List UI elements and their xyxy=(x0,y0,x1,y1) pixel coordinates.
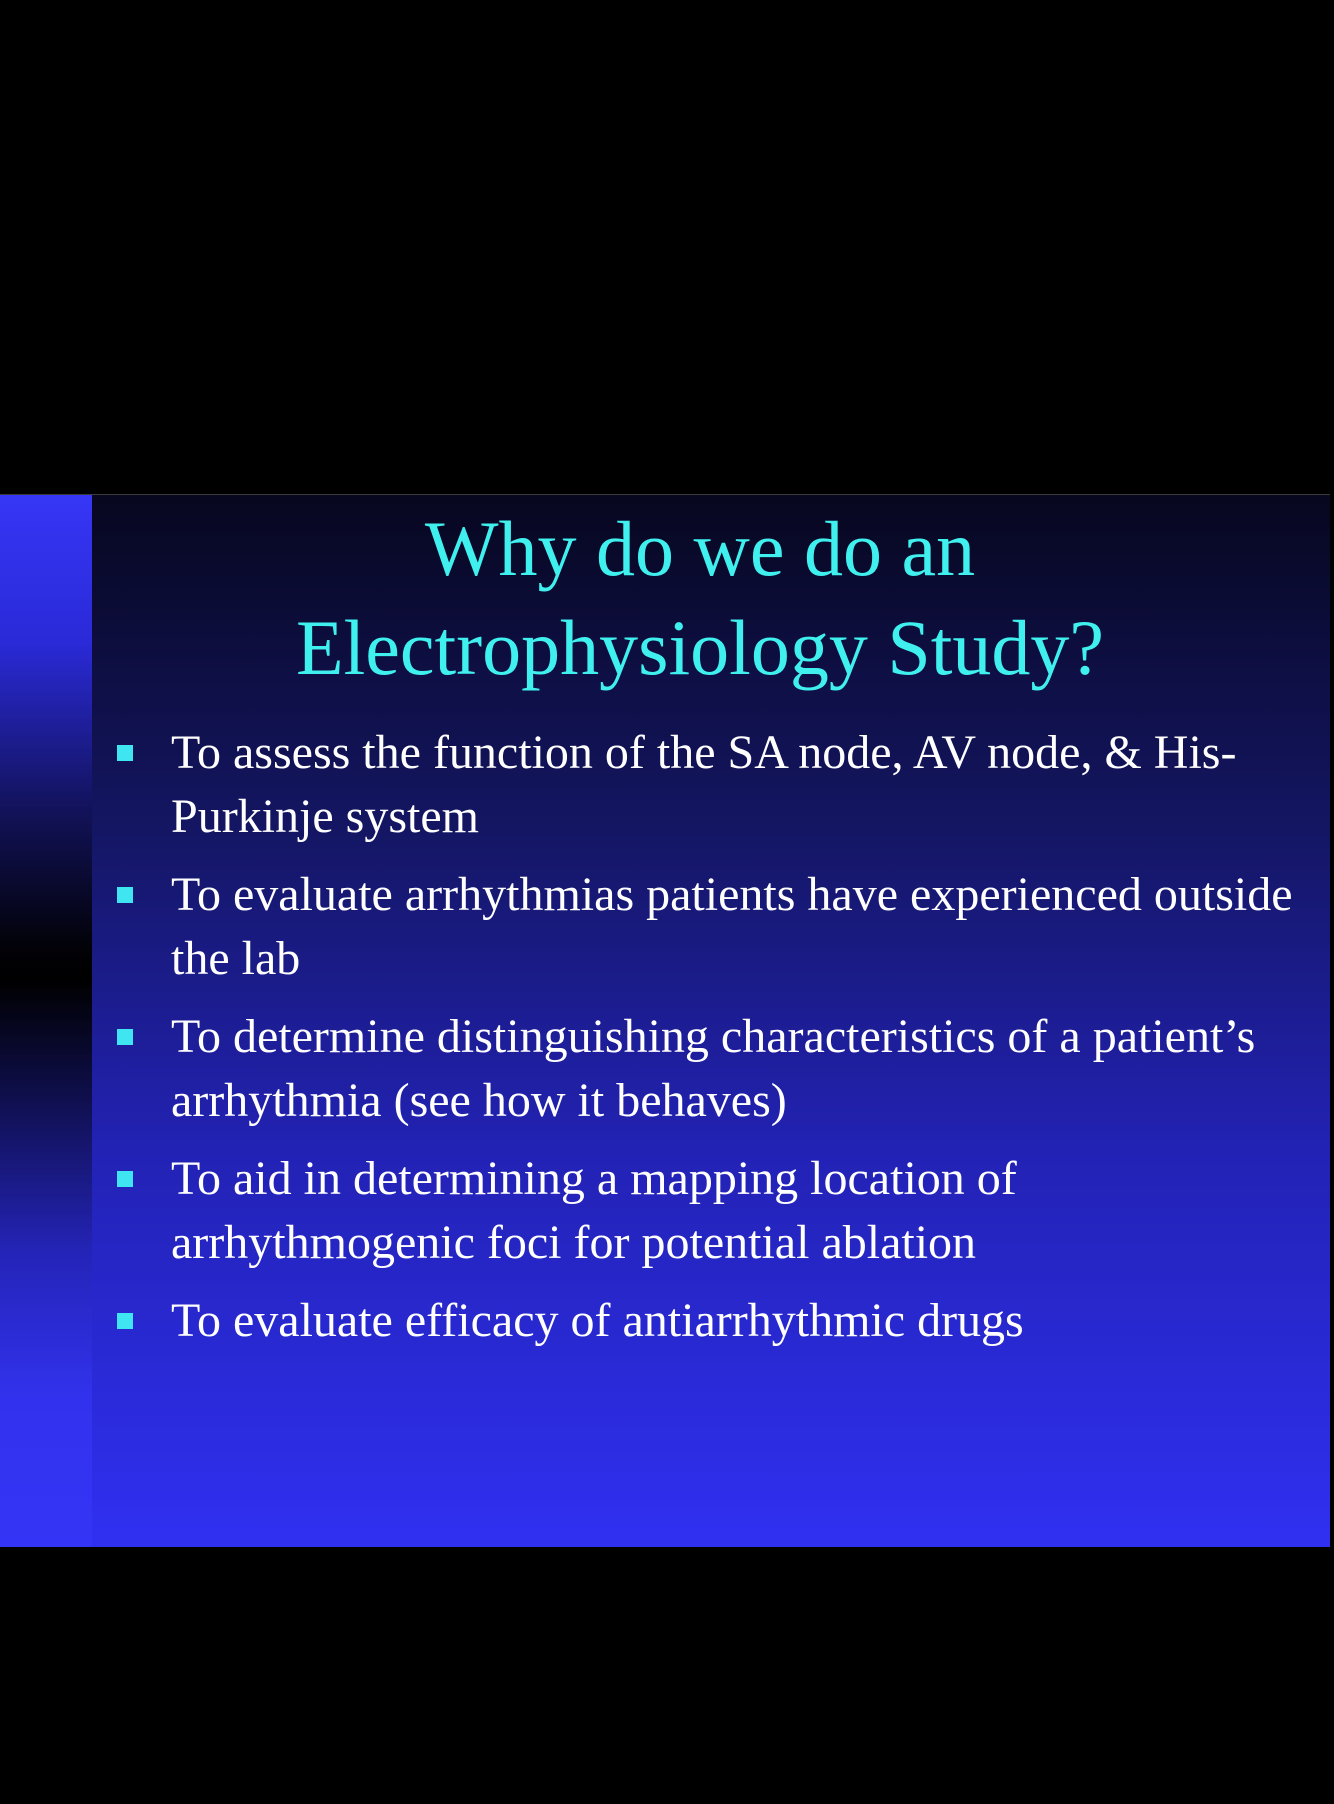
bullet-item-evaluate-arrhythmias xyxy=(110,863,1320,991)
bullet-item-distinguishing-characteristics xyxy=(110,1005,1320,1133)
top-letterbox xyxy=(0,0,1334,494)
bullet-text: To evaluate efficacy of antiarrhythmic drugs xyxy=(171,1294,1024,1347)
slide-title xyxy=(100,499,1300,697)
square-bullet-icon xyxy=(117,1313,133,1329)
bullet-item-mapping-location xyxy=(110,1147,1320,1275)
square-bullet-icon xyxy=(117,745,133,761)
bullet-item-assess-function xyxy=(110,721,1320,849)
bullet-text: To aid in determining a mapping location of arrhythmogenic foci for potential ablation xyxy=(171,1152,1017,1269)
square-bullet-icon xyxy=(117,1029,133,1045)
slide-title-line-2: Electrophysiology Study? xyxy=(295,604,1105,691)
slide-title-line-1: Why do we do an xyxy=(424,505,976,592)
bullet-text: To determine distinguishing characteristics of a patient’s arrhythmia (see how it behaves) xyxy=(171,1010,1256,1127)
bullet-item-drug-efficacy xyxy=(110,1289,1320,1353)
bullet-text: To evaluate arrhythmias patients have experienced outside the lab xyxy=(171,868,1293,985)
bullet-list xyxy=(110,721,1320,1367)
presentation-slide xyxy=(0,494,1330,1547)
bottom-letterbox xyxy=(0,1547,1334,1804)
square-bullet-icon xyxy=(117,1171,133,1187)
bullet-text: To assess the function of the SA node, AV node, & His-Purkinje system xyxy=(171,726,1237,843)
square-bullet-icon xyxy=(117,887,133,903)
slide-left-accent-bar xyxy=(0,495,92,1547)
